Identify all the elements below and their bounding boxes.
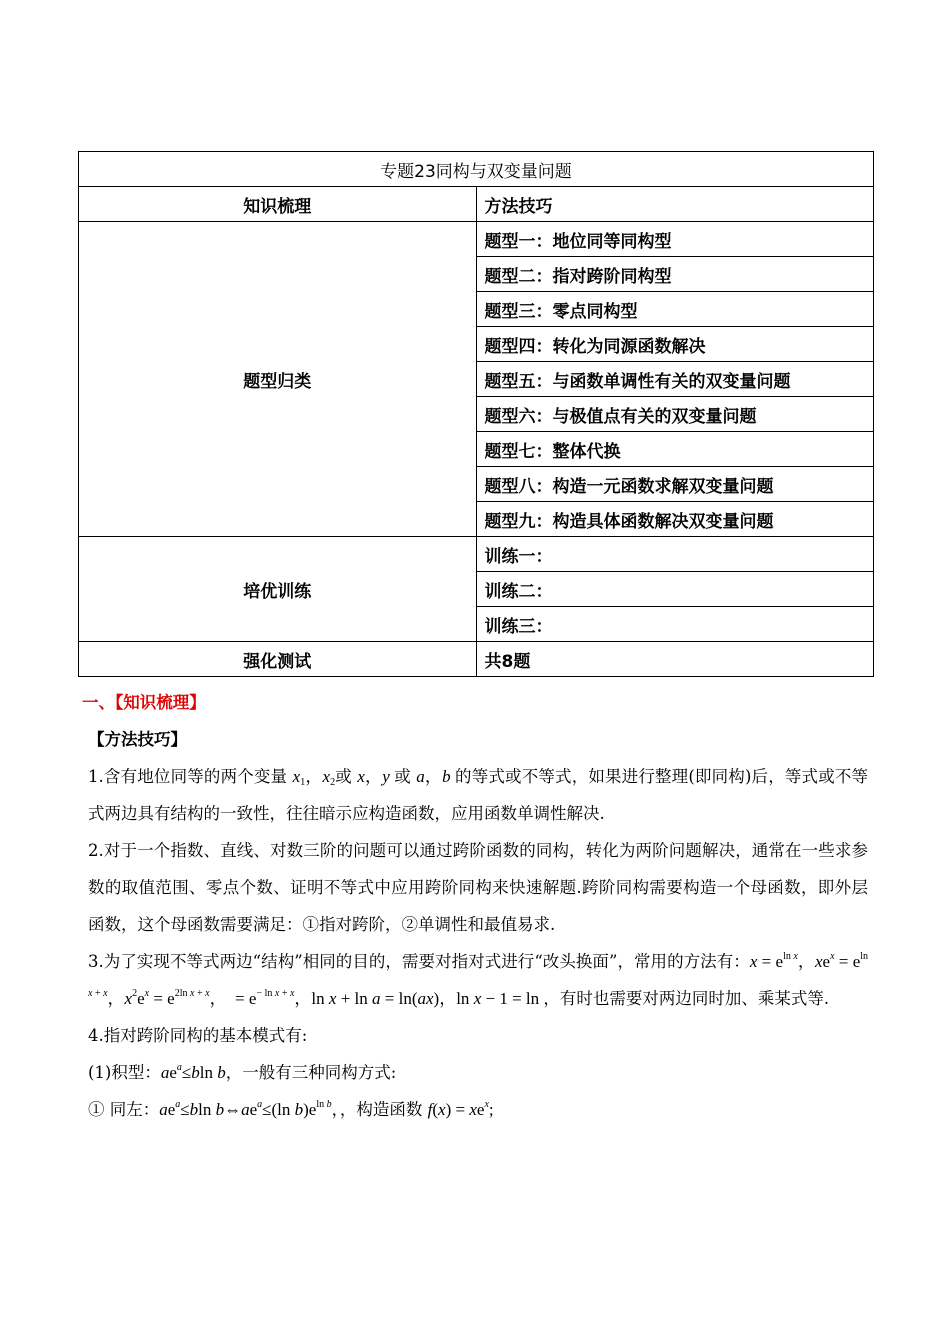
- paragraph-3: 3.为了实现不等式两边“结构”相同的目的，需要对指对式进行“改头换面”，常用的方法有：$x = e^{ln x}$，$xe^x = e^{ln x + x}$，$x^2e^x = e^{2ln x + x}$， = $e^{- ln x + x}$，ln x + ln a = ln(ax)，ln x − 1 = ln ，有时也需要对两边同时加、乘某式等.: [88, 951, 869, 1008]
- table-cell: 训练二：: [476, 572, 874, 607]
- table-row: [79, 642, 874, 677]
- table-cell: 题型四：转化为同源函数解决: [476, 327, 874, 362]
- table-row: [79, 537, 874, 572]
- table-row: [79, 187, 874, 222]
- section-heading: 一、【知识梳理】: [82, 693, 206, 712]
- subsection-heading: 【方法技巧】: [88, 730, 187, 749]
- paragraph-1: 1.含有地位同等的两个变量 $x_1$，$x_2$或 x，y 或 a，b 的等式或不等式，如果进行整理(即同构)后，等式或不等式两边具有结构的一致性，往往暗示应构造函数，应用函数单调性解决.: [88, 767, 869, 823]
- table-cell: 共8题: [476, 642, 874, 677]
- table-title-row: [79, 152, 874, 187]
- table-cell: 题型八：构造一元函数求解双变量问题: [476, 467, 874, 502]
- document-body: [82, 684, 869, 1128]
- table-title: 专题23同构与双变量问题: [79, 152, 874, 187]
- paragraph-4: 4.指对跨阶同构的基本模式有:: [88, 1026, 308, 1045]
- table-cell: 题型三：零点同构型: [476, 292, 874, 327]
- topic-table: [78, 151, 874, 677]
- category-label: 强化测试: [79, 642, 477, 677]
- category-label: 知识梳理: [79, 187, 477, 222]
- table-cell: 题型七：整体代换: [476, 432, 874, 467]
- paragraph-5: (1)积型：$ae^a\le bln$ b，一般有三种同构方式:: [88, 1062, 397, 1082]
- table-cell: 训练一：: [476, 537, 874, 572]
- table-cell: 训练三：: [476, 607, 874, 642]
- table-cell: 题型五：与函数单调性有关的双变量问题: [476, 362, 874, 397]
- table-cell: 题型二：指对跨阶同构型: [476, 257, 874, 292]
- table-cell: 题型九：构造具体函数解决双变量问题: [476, 502, 874, 537]
- paragraph-2: 2.对于一个指数、直线、对数三阶的问题可以通过跨阶函数的同构，转化为两阶问题解决，通常在一些求参数的取值范围、零点个数、证明不等式中应用跨阶同构来快速解题.跨阶同构需要构造一个母函数，即外层函数，这个母函数需要满足：①指对跨阶，②单调性和最值易求.: [88, 841, 868, 934]
- table-cell: 方法技巧: [476, 187, 874, 222]
- table-row: [79, 222, 874, 257]
- table-cell: 题型一：地位同等同构型: [476, 222, 874, 257]
- category-label: 题型归类: [79, 222, 477, 537]
- paragraph-6: ① 同左：$ae^a\le bln$ $b\Leftrightarrow ae^a\le(\ln$ $b)e^{ln b}$，，构造函数 $f(x) = xe^x$;: [88, 1099, 494, 1119]
- category-label: 培优训练: [79, 537, 477, 642]
- table-cell: 题型六：与极值点有关的双变量问题: [476, 397, 874, 432]
